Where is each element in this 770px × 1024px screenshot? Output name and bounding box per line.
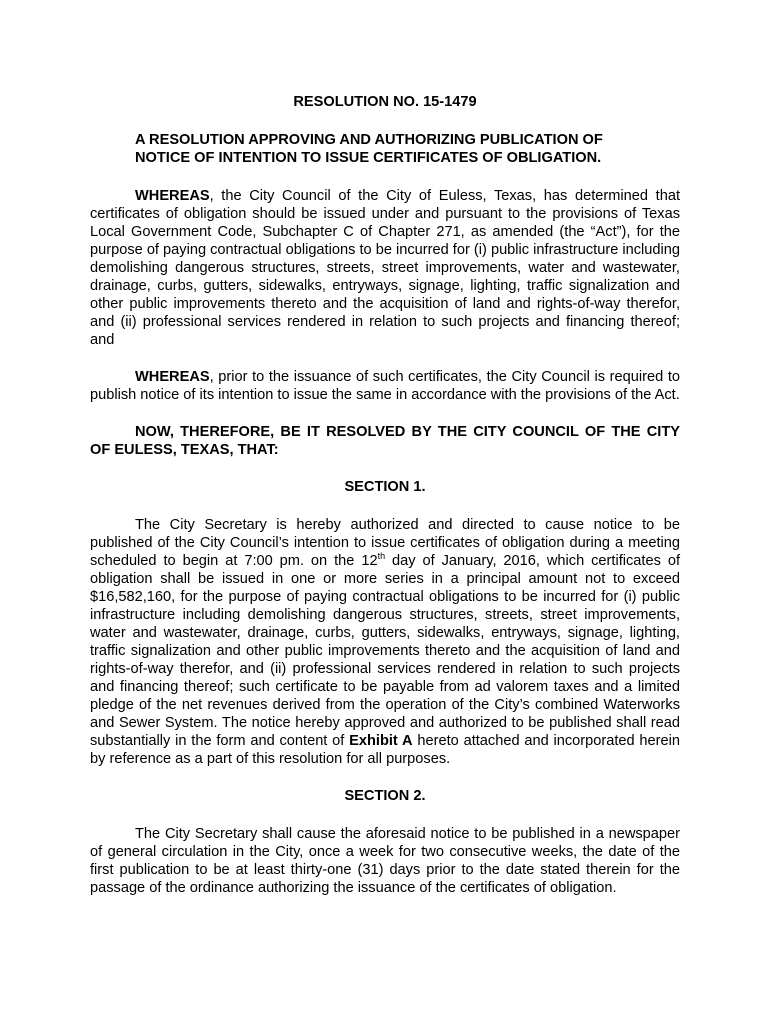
whereas-paragraph-2 xyxy=(90,368,680,404)
section-1-paragraph xyxy=(90,516,680,768)
resolution-title: RESOLUTION NO. 15-1479 xyxy=(293,94,477,110)
section-1-text-a: The City Secretary is hereby authorized and directed to cause notice to be published of the City Council’s intention to issue certificates of obligation during a meeting scheduled to begin at 7:00 pm. on the 12 xyxy=(90,517,680,569)
section-1-text-b: day of January, 2016, which certificates of obligation shall be issued in one or more series in a principal amount not to exceed $16,582,160, for the purpose of paying contractual obligations to be incurred for (i) public infrastructure including demolishing dangerous structures, streets, street improvements, water and wastewater, drainage, curbs, gutters, sidewalks, entryways, signage, lighting, traffic signalization and other public improvements thereto and the acquisition of land and rights-of-way therefor, and (ii) professional services rendered in relation to such projects and financing thereof; such certificate to be payable from ad valorem taxes and a limited pledge of the net revenues derived from the operation of the City’s combined Waterworks and Sewer System. The notice hereby approved and authorized to be published shall read substantially in the form and content of xyxy=(90,553,680,749)
whereas-lead-1: WHEREAS xyxy=(135,188,210,204)
ordinal-suffix: th xyxy=(377,551,386,562)
section-2-heading: SECTION 2. xyxy=(344,788,426,804)
whereas-text-2: , prior to the issuance of such certificates, the City Council is required to publish notice of its intention to issue the same in accordance with the provisions of the Act. xyxy=(90,369,680,403)
resolved-clause: NOW, THEREFORE, BE IT RESOLVED BY THE CITY COUNCIL OF THE CITY OF EULESS, TEXAS, THAT: xyxy=(90,424,680,458)
whereas-paragraph-1 xyxy=(90,187,680,349)
whereas-lead-2: WHEREAS xyxy=(135,369,210,385)
subtitle-line-1: A RESOLUTION APPROVING AND AUTHORIZING PUBLICATION OF xyxy=(135,132,603,148)
document-page xyxy=(90,93,680,916)
section-2-paragraph: The City Secretary shall cause the aforesaid notice to be published in a newspaper of general circulation in the City, once a week for two consecutive weeks, the date of the first publication to be at least thirty-one (31) days prior to the date stated therein for the passage of the ordinance authorizing the issuance of the certificates of obligation. xyxy=(90,826,680,896)
whereas-text-1: , the City Council of the City of Euless, Texas, has determined that certificates of obligation should be issued under and pursuant to the provisions of Texas Local Government Code, Subchapter C of Chapter 271, as amended (the “Act”), for the purpose of paying contractual obligations to be incurred for (i) public infrastructure including demolishing dangerous structures, streets, street improvements, water and wastewater, drainage, curbs, gutters, sidewalks, entryways, signage, lighting, traffic signalization and other public improvements thereto and the acquisition of land and rights-of-way therefor, and (ii) professional services rendered in relation to such projects and financing thereof; and xyxy=(90,188,680,348)
section-1-text-c: hereto attached and incorporated herein by reference as a part of this resolution for all purposes. xyxy=(90,733,681,767)
resolution-subtitle xyxy=(135,131,680,167)
section-1-heading: SECTION 1. xyxy=(344,479,426,495)
subtitle-line-2: NOTICE OF INTENTION TO ISSUE CERTIFICATES OF OBLIGATION. xyxy=(135,150,602,166)
exhibit-reference: Exhibit A xyxy=(349,733,413,749)
